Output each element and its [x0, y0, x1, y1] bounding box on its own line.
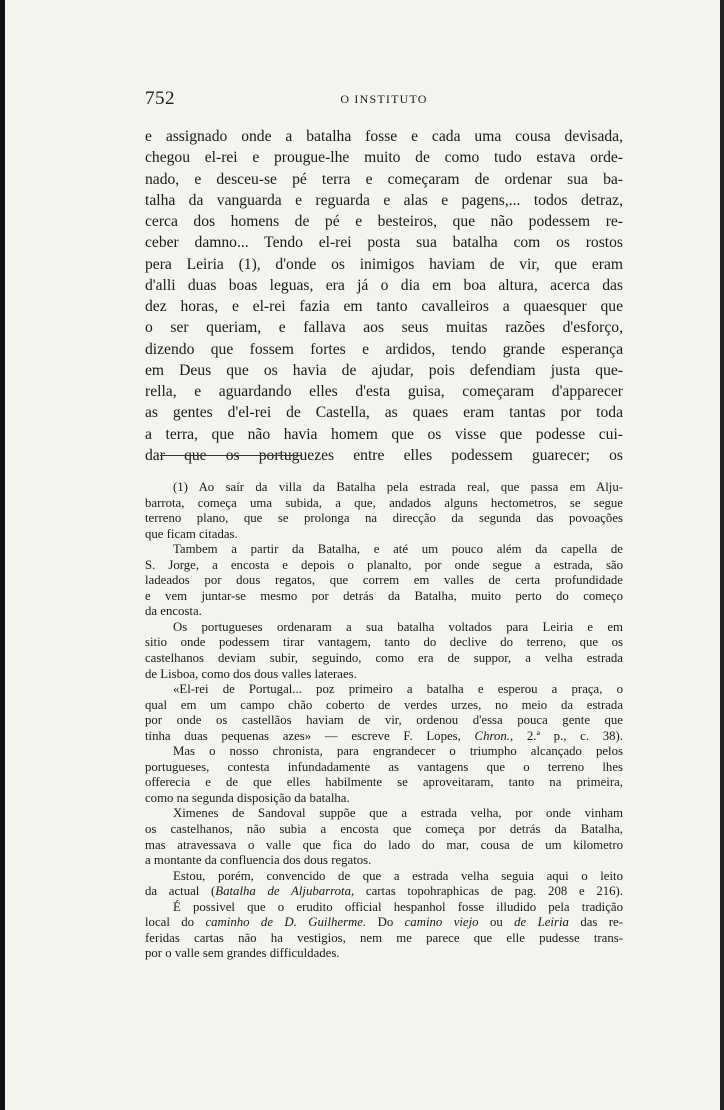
footnotes [145, 480, 623, 962]
footnote-line [145, 884, 623, 900]
footnote-italic: Batalha de Aljubarrota, [215, 884, 355, 899]
footnote-line: da encosta. [145, 604, 202, 619]
main-text [145, 126, 623, 466]
footnote-line: como na segunda disposição da batalha. [145, 790, 350, 805]
footnote-line: os castelhanos, não subia a encosta que começa por detrás da Batalha, [145, 822, 623, 837]
footnote-text: ou [478, 915, 515, 930]
footnote-line: por onde os castellãos haviam de vir, ordenou d'essa pouca gente que [145, 713, 623, 728]
footnote-line: offerecia e de que elles habilmente se aproveitaram, tanto na primeira, [145, 775, 623, 790]
footnote-line [145, 915, 623, 931]
footnote-line: de Lisboa, como dos dous valles lateraes. [145, 666, 357, 681]
text-line: dez horas, e el-rei fazia em tanto cavalleiros a quaesquer que [145, 298, 623, 315]
footnote-line: por o valle sem grandes difficuldades. [145, 946, 340, 961]
footnote-line: Os portugueses ordenaram a sua batalha voltados para Leiria e em [173, 619, 623, 634]
footnote-line [145, 729, 623, 745]
footnote-line: ladeados por dous regatos, que correm em valles de certa profundidade [145, 573, 623, 588]
footnote-line: sitio onde podessem tirar vantagem, tanto do declive do terreno, que os [145, 635, 623, 650]
footnote-line: a montante da confluencia dos dous regatos. [145, 853, 372, 868]
footnote-line: (1) Ao saír da villa da Batalha pela estrada real, que passa em Alju- [173, 480, 623, 494]
footnote-line: mas atravessava o valle que fica do lado do mar, cousa de um kilometro [145, 837, 623, 852]
scan-edge-left [0, 0, 5, 1110]
footnote-text: tinha duas pequenas azes» — escreve F. Lopes, [145, 728, 461, 743]
footnote-text: cartas topohraphicas de pag. 208 e 216). [354, 884, 623, 899]
footnote-text: da actual ( [145, 884, 216, 899]
text-line: dizendo que fossem fortes e ardidos, tendo grande esperança [145, 340, 623, 358]
footnote-line: Mas o nosso chronista, para engrandecer o triumpho alcançado pelos [173, 744, 623, 759]
text-line: ceber damno... Tendo el-rei posta sua batalha com os rostos [145, 234, 623, 252]
footnote-italic: de Leiria [514, 915, 569, 930]
footnote-line: e vem juntar-se mesmo por detrás da Batalha, muito perto do começo [145, 588, 623, 603]
text-line: e assignado onde a batalha fosse e cada uma cousa devisada, [145, 128, 623, 145]
running-head: O INSTITUTO [340, 92, 428, 106]
footnote-text: Do [366, 915, 405, 930]
footnote-italic: Chron. [474, 728, 510, 743]
text-line: rella, e aguardando elles d'esta guisa, começaram d'apparecer [145, 383, 623, 400]
footnote-line: «El-rei de Portugal... poz primeiro a batalha e esperou a praça, o [173, 682, 623, 697]
footnote-line: S. Jorge, a encosta e depois o planalto, por onde segue a estrada, são [145, 557, 623, 572]
footnote-line: É possivel que o erudito official hespanhol fosse illudido pela tradição [173, 899, 623, 914]
page-header [145, 88, 623, 110]
footnote-text: local do [145, 915, 206, 930]
scan-edge-right [720, 0, 724, 1110]
footnote-line: terreno plano, que se prolonga na direcção da segunda das povoações [145, 511, 623, 526]
footnote-line: barrota, começa uma subida, a que, andados alguns hectometros, se segue [145, 495, 623, 510]
text-line: as gentes d'el-rei de Castella, as quaes eram tantas por toda [145, 404, 623, 422]
footnote-line: castelhanos deviam subir, seguindo, como era de suppor, a velha estrada [145, 651, 623, 666]
footnote-line: qual em um campo chão coberto de verdes urzes, no meio da estrada [145, 697, 623, 712]
footnote-line: portugueses, contesta infundadamente as vantagens que o terreno lhes [145, 759, 623, 774]
footnote-text: , 2.ª p., c. 38). [509, 728, 623, 743]
footnote-italic: camino viejo [404, 915, 479, 930]
text-line: talha da vanguarda e reguarda e alas e pagens,... todos detraz, [145, 191, 623, 209]
footnote-line: Ximenes de Sandoval suppõe que a estrada velha, por onde vinham [173, 806, 623, 821]
text-line: nado, e desceu-se pé terra e começaram de ordenar sua ba- [145, 170, 623, 188]
footnote-italic: caminho de D. Guilherme. [205, 915, 367, 930]
text-line: cerca dos homens de pé e besteiros, que não podessem re- [145, 213, 623, 230]
footnote-line: Tambem a partir da Batalha, e até um pouco além da capella de [173, 542, 623, 557]
text-line: chegou el-rei e prougue-lhe muito de como tudo estava orde- [145, 149, 623, 167]
footnote-text: das re- [568, 915, 623, 930]
page-number: 752 [145, 88, 175, 109]
text-line: d'alli duas boas leguas, era já o dia em boa altura, acerca das [145, 276, 623, 294]
footnote-line: Estou, porém, convencido de que a estrada velha seguia aqui o leito [173, 868, 623, 883]
footnote-separator [160, 455, 302, 456]
footnote-line: que ficam citadas. [145, 526, 238, 541]
text-line: o ser queriam, e fallava aos seus muitas razões d'esforço, [145, 319, 623, 337]
text-line: pera Leiria (1), d'onde os inimigos haviam de vir, que eram [145, 255, 623, 273]
text-line: a terra, que não havia homem que os visse que podesse cui- [145, 425, 623, 443]
text-line: dar que os portuguezes entre elles podessem guarecer; os [145, 446, 623, 464]
text-line: em Deus que os havia de ajudar, pois defendiam justa que- [145, 361, 623, 379]
footnote-line: feridas cartas não ha vestigios, nem me parece que elle pudesse trans- [145, 930, 623, 945]
